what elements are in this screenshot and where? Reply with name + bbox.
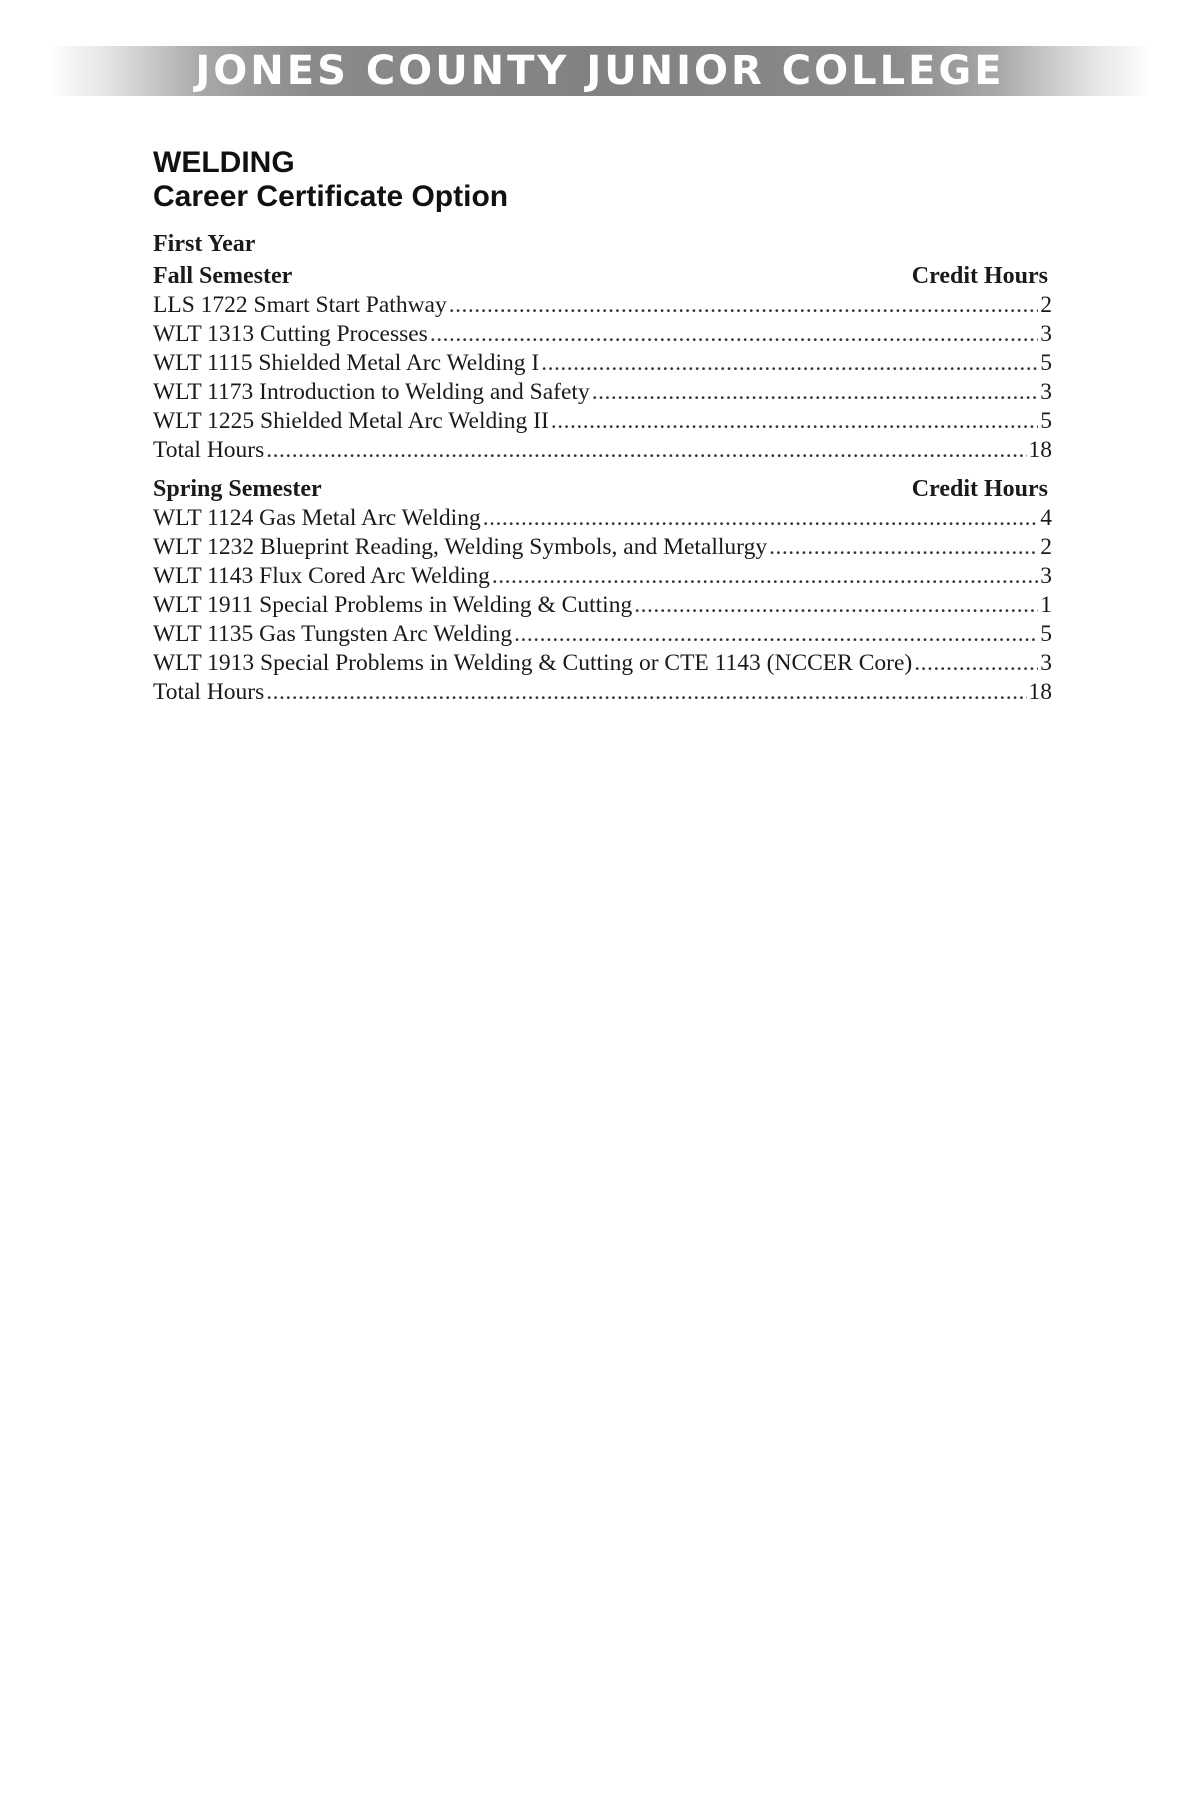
dot-leader xyxy=(483,504,1039,533)
credit-hours-header: Credit Hours xyxy=(911,263,1048,289)
total-hours: 18 xyxy=(1028,437,1052,463)
course-row xyxy=(153,533,1052,562)
total-label: Total Hours xyxy=(153,679,265,705)
college-name: JONES COUNTY JUNIOR COLLEGE xyxy=(195,48,1005,94)
course-row xyxy=(153,378,1052,407)
course-name: WLT 1143 Flux Cored Arc Welding xyxy=(153,563,490,589)
course-hours: 2 xyxy=(1040,292,1052,318)
course-name: WLT 1313 Cutting Processes xyxy=(153,321,428,347)
course-name: WLT 1225 Shielded Metal Arc Welding II xyxy=(153,408,549,434)
dot-leader xyxy=(449,291,1039,320)
total-hours: 18 xyxy=(1028,679,1052,705)
course-row xyxy=(153,291,1052,320)
program-subtitle: Career Certificate Option xyxy=(153,180,509,213)
course-name: WLT 1173 Introduction to Welding and Safety xyxy=(153,379,590,405)
semester-name: Spring Semester xyxy=(153,476,322,502)
year-heading: First Year xyxy=(153,231,256,257)
dot-leader xyxy=(514,620,1038,649)
program-title: WELDING xyxy=(153,146,295,179)
course-row xyxy=(153,562,1052,591)
course-row xyxy=(153,591,1052,620)
total-label: Total Hours xyxy=(153,437,265,463)
course-row xyxy=(153,320,1052,349)
course-name: WLT 1913 Special Problems in Welding & Cutting or CTE 1143 (NCCER Core) xyxy=(153,650,913,676)
course-name: WLT 1911 Special Problems in Welding & Cutting xyxy=(153,592,633,618)
course-hours: 5 xyxy=(1040,621,1052,647)
course-hours: 3 xyxy=(1040,321,1052,347)
fall-semester-section xyxy=(153,262,1052,465)
course-row xyxy=(153,407,1052,436)
semester-header xyxy=(153,475,1052,504)
course-hours: 1 xyxy=(1040,592,1052,618)
course-hours: 3 xyxy=(1040,379,1052,405)
semester-name: Fall Semester xyxy=(153,263,293,289)
credit-hours-header: Credit Hours xyxy=(911,476,1048,502)
course-name: WLT 1115 Shielded Metal Arc Welding I xyxy=(153,350,540,376)
dot-leader xyxy=(541,349,1038,378)
semester-header xyxy=(153,262,1052,291)
course-name: WLT 1135 Gas Tungsten Arc Welding xyxy=(153,621,513,647)
course-hours: 5 xyxy=(1040,408,1052,434)
course-row xyxy=(153,504,1052,533)
course-hours: 4 xyxy=(1040,505,1052,531)
dot-leader xyxy=(769,533,1038,562)
program-content xyxy=(153,146,1052,707)
dot-leader xyxy=(266,678,1026,707)
course-name: WLT 1124 Gas Metal Arc Welding xyxy=(153,505,481,531)
college-banner xyxy=(48,46,1152,96)
total-row xyxy=(153,678,1052,707)
spring-semester-section xyxy=(153,475,1052,707)
dot-leader xyxy=(492,562,1038,591)
course-name: LLS 1722 Smart Start Pathway xyxy=(153,292,447,318)
course-row xyxy=(153,620,1052,649)
dot-leader xyxy=(634,591,1038,620)
course-hours: 2 xyxy=(1040,534,1052,560)
dot-leader xyxy=(551,407,1038,436)
course-hours: 5 xyxy=(1040,350,1052,376)
dot-leader xyxy=(914,649,1038,678)
total-row xyxy=(153,436,1052,465)
course-row xyxy=(153,349,1052,378)
course-name: WLT 1232 Blueprint Reading, Welding Symbols, and Metallurgy xyxy=(153,534,768,560)
dot-leader xyxy=(592,378,1039,407)
course-hours: 3 xyxy=(1040,563,1052,589)
dot-leader xyxy=(266,436,1026,465)
course-row xyxy=(153,649,1052,678)
course-hours: 3 xyxy=(1040,650,1052,676)
dot-leader xyxy=(430,320,1038,349)
